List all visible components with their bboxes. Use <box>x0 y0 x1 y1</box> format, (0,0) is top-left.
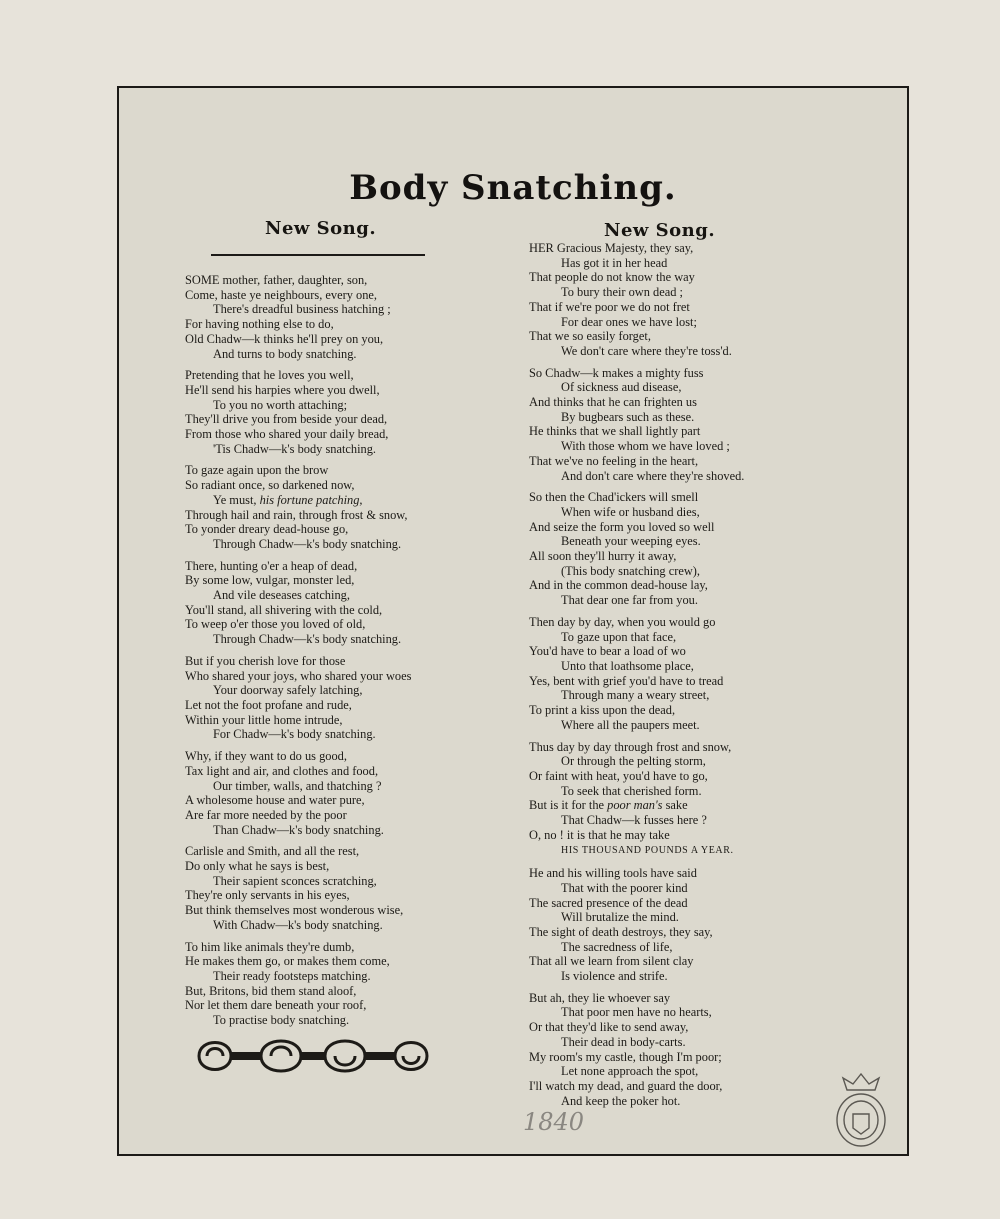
page-title: Body Snatching. <box>349 168 677 208</box>
verse-line: And vile deseases catching, <box>213 588 350 603</box>
verse-line: To seek that cherished form. <box>561 783 702 798</box>
verse-line: With those whom we have loved ; <box>561 439 730 454</box>
verse-line: The sight of death destroys, they say, <box>529 924 713 939</box>
stanza <box>529 366 829 484</box>
verse-line: (This body snatching crew), <box>561 563 701 578</box>
stanza <box>185 654 485 742</box>
stanza <box>185 273 485 361</box>
verse-line: There's dreadful business hatching ; <box>213 302 391 317</box>
verse-line: Then day by day, when you would go <box>529 614 716 629</box>
verse-line: But ah, they lie whoever say <box>529 990 671 1005</box>
verse-line: He thinks that we shall lightly part <box>529 424 701 439</box>
verse-line: By some low, vulgar, monster led, <box>185 573 355 588</box>
verse-line: Why, if they want to do us good, <box>185 749 347 764</box>
divider-rule <box>211 254 425 256</box>
verse-line: So then the Chad'ickers will smell <box>529 490 699 505</box>
verse-line: Their dead in body-carts. <box>561 1034 686 1049</box>
verse-line: Are far more needed by the poor <box>185 807 347 822</box>
verse-line: SOME mother, father, daughter, son, <box>185 273 368 287</box>
verse-line: So Chadw—k makes a mighty fuss <box>529 365 704 380</box>
verse-line: For dear ones we have lost; <box>561 314 697 329</box>
verse-line: To yonder dreary dead-house go, <box>185 522 349 537</box>
stanza <box>185 368 485 456</box>
verse-line: And keep the poker hot. <box>561 1093 681 1108</box>
verse-line: Their ready footsteps matching. <box>213 968 371 983</box>
verse-line: HIS THOUSAND POUNDS A YEAR. <box>561 845 734 857</box>
verse-line: That poor men have no hearts, <box>561 1005 712 1020</box>
stanza <box>185 559 485 647</box>
stanza <box>529 490 829 608</box>
verse-line: The sacredness of life, <box>561 939 673 954</box>
verse-line: A wholesome house and water pure, <box>185 793 365 808</box>
date-note: 1840 <box>523 1108 585 1136</box>
verse-line: That we've no feeling in the heart, <box>529 453 699 468</box>
verse-line: And thinks that he can frighten us <box>529 395 697 410</box>
verse-line: Your doorway safely latching, <box>213 683 363 698</box>
stanza <box>185 844 485 932</box>
verse-line: He and his willing tools have said <box>529 866 697 881</box>
verse-line: Thus day by day through frost and snow, <box>529 739 732 754</box>
verse-line: When wife or husband dies, <box>561 504 700 519</box>
verse-line: But think themselves most wonderous wise, <box>185 903 404 918</box>
verse-line: My room's my castle, though I'm poor; <box>529 1049 722 1064</box>
verse-line: Has got it in her head <box>561 255 668 270</box>
verse-line: Or faint with heat, you'd have to go, <box>529 768 708 783</box>
verse-line: You'd have to bear a load of wo <box>529 644 686 659</box>
verse-line: To gaze upon that face, <box>561 629 677 644</box>
verse-line: Or through the pelting storm, <box>561 754 706 769</box>
verse-line: To you no worth attaching; <box>213 397 348 412</box>
stanza <box>185 940 485 1028</box>
verse-line: To practise body snatching. <box>213 1013 350 1028</box>
verse-line: But if you cherish love for those <box>185 653 346 668</box>
verse-line: We don't care where they're toss'd. <box>561 343 732 358</box>
verse-line: Beneath your weeping eyes. <box>561 534 701 549</box>
verse-line: There, hunting o'er a heap of dead, <box>185 558 358 573</box>
verse-line: And turns to body snatching. <box>213 346 357 361</box>
verse-line: By bugbears such as these. <box>561 409 695 424</box>
verse-line: Tax light and air, and clothes and food, <box>185 763 379 778</box>
verse-line: The sacred presence of the dead <box>529 895 688 910</box>
verse-line: To weep o'er those you loved of old, <box>185 617 366 632</box>
stanza <box>185 463 485 551</box>
verse-line: You'll stand, all shivering with the cold, <box>185 602 383 617</box>
verse-line: Within your little home intrude, <box>185 712 343 727</box>
verse-line: That dear one far from you. <box>561 593 698 608</box>
verse-line: They're only servants in his eyes, <box>185 888 350 903</box>
verse-line: Old Chadw—k thinks he'll prey on you, <box>185 331 384 346</box>
verse-line: Through Chadw—k's body snatching. <box>213 632 402 647</box>
verse-line: That we so easily forget, <box>529 329 651 344</box>
verse-line: To print a kiss upon the dead, <box>529 703 676 718</box>
verse-line: Of sickness aud disease, <box>561 380 682 395</box>
verse-line: Yes, bent with grief you'd have to tread <box>529 673 724 688</box>
verse-line: That all we learn from silent clay <box>529 954 694 969</box>
verse-line: But is it for the poor man's sake <box>529 798 688 813</box>
verse-line: Who shared your joys, who shared your woes <box>185 668 412 683</box>
stanza <box>529 991 829 1109</box>
stanza <box>529 615 829 733</box>
left-column <box>185 273 485 1035</box>
scroll-ornament-icon <box>191 1030 435 1082</box>
verse-line: From those who shared your daily bread, <box>185 427 389 442</box>
verse-line: That with the poorer kind <box>561 880 688 895</box>
verse-line: With Chadw—k's body snatching. <box>213 917 383 932</box>
verse-line: That if we're poor we do not fret <box>529 299 690 314</box>
verse-line: They'll drive you from beside your dead, <box>185 412 388 427</box>
stanza <box>529 241 829 359</box>
verse-line: Is violence and strife. <box>561 969 668 984</box>
verse-line: O, no ! it is that he may take <box>529 827 670 842</box>
verse-line: Let not the foot profane and rude, <box>185 697 352 712</box>
verse-line: All soon they'll hurry it away, <box>529 549 677 564</box>
verse-line: To him like animals they're dumb, <box>185 939 355 954</box>
verse-line: For having nothing else to do, <box>185 317 334 332</box>
verse-line: That Chadw—k fusses here ? <box>561 813 707 828</box>
stanza <box>185 749 485 837</box>
verse-line: That people do not know the way <box>529 270 695 285</box>
verse-line: Our timber, walls, and thatching ? <box>213 778 382 793</box>
verse-line: I'll watch my dead, and guard the door, <box>529 1078 723 1093</box>
verse-line: Or that they'd like to send away, <box>529 1020 689 1035</box>
verse-line: Through hail and rain, through frost & snow, <box>185 507 408 522</box>
verse-line: Through Chadw—k's body snatching. <box>213 536 402 551</box>
verse-line: Than Chadw—k's body snatching. <box>213 822 384 837</box>
verse-line: For Chadw—k's body snatching. <box>213 727 376 742</box>
verse-line: Ye must, his fortune patching, <box>213 492 363 507</box>
verse-line: Let none approach the spot, <box>561 1064 699 1079</box>
verse-line: Carlisle and Smith, and all the rest, <box>185 844 360 859</box>
right-column <box>529 241 829 1115</box>
verse-line: Their sapient sconces scratching, <box>213 873 377 888</box>
verse-line: HER Gracious Majesty, they say, <box>529 241 694 255</box>
stanza <box>529 740 829 860</box>
verse-line: Where all the paupers meet. <box>561 717 700 732</box>
verse-line: He'll send his harpies where you dwell, <box>185 382 380 397</box>
verse-line: And in the common dead-house lay, <box>529 578 708 593</box>
verse-line: And seize the form you loved so well <box>529 519 715 534</box>
verse-line: Come, haste ye neighbours, every one, <box>185 287 378 302</box>
verse-line: Nor let them dare beneath your roof, <box>185 998 367 1013</box>
verse-line: But, Britons, bid them stand aloof, <box>185 983 357 998</box>
verse-line: Pretending that he loves you well, <box>185 368 354 383</box>
verse-line: So radiant once, so darkened now, <box>185 478 355 493</box>
verse-line: Unto that loathsome place, <box>561 658 694 673</box>
verse-line: Will brutalize the mind. <box>561 910 679 925</box>
verse-line: To bury their own dead ; <box>561 285 683 300</box>
library-stamp-icon <box>833 1070 889 1148</box>
verse-line: 'Tis Chadw—k's body snatching. <box>213 441 377 456</box>
subtitle-right: New Song. <box>604 220 716 241</box>
stanza <box>529 866 829 984</box>
verse-line: And don't care where they're shoved. <box>561 468 745 483</box>
verse-line: To gaze again upon the brow <box>185 463 329 478</box>
broadside-sheet <box>117 86 909 1156</box>
subtitle-left: New Song. <box>265 218 377 239</box>
verse-line: Do only what he says is best, <box>185 859 330 874</box>
verse-line: Through many a weary street, <box>561 688 710 703</box>
verse-line: He makes them go, or makes them come, <box>185 954 390 969</box>
